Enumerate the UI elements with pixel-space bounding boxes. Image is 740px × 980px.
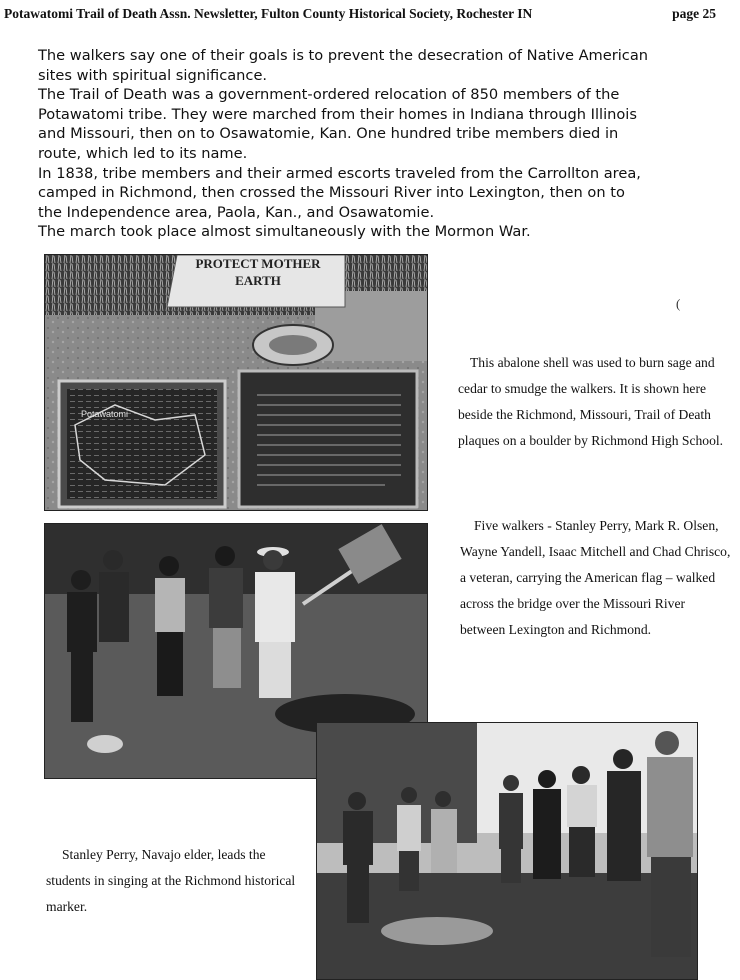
dog: [87, 735, 123, 753]
text-plaque: [239, 371, 417, 507]
singing-photo: [316, 722, 698, 980]
historical-marker: [381, 917, 493, 945]
article-body: [38, 46, 648, 242]
plaque-photo-image: [45, 255, 427, 510]
article-paragraph: The Trail of Death was a government-ordered relocation of 850 members of the Potawatomi tribe. They were marched from their homes in Indiana through Illinois and Missouri, then on to Osawatomie, Kan. One hundred tribe members died in route, which led to its name.: [38, 86, 637, 162]
sign-line-2: EARTH: [235, 273, 281, 288]
walkers-caption: Five walkers - Stanley Perry, Mark R. Olsen, Wayne Yandell, Isaac Mitchell and Chad Chrisco, a veteran, carrying the American flag – walked across the bridge over the Missouri River between Lexington and Richmond.: [460, 518, 731, 637]
singing-caption: Stanley Perry, Navajo elder, leads the students in singing at the Richmond historical marker.: [46, 847, 296, 914]
sign-line-1: PROTECT MOTHER: [195, 256, 321, 271]
article-paragraph: The march took place almost simultaneously with the Mormon War.: [38, 223, 531, 241]
singing-photo-image: [317, 723, 697, 979]
newsletter-header: [4, 6, 736, 24]
article-paragraph: The walkers say one of their goals is to prevent the desecration of Native American sites with spiritual significance.: [38, 47, 649, 84]
map-label: Potawatomi: [81, 409, 129, 419]
plaque-photo: [44, 254, 428, 511]
article-paragraph: In 1838, tribe members and their armed escorts traveled from the Carrollton area, camped in Richmond, then crossed the Missouri River into Lexington, then on to the Independence area, Paola, Kan., and Osawatomie.: [38, 164, 641, 221]
newsletter-title: Potawatomi Trail of Death Assn. Newsletter, Fulton County Historical Society, Rochester IN: [4, 6, 533, 21]
page-number: page 25: [672, 6, 716, 21]
plaque-caption: This abalone shell was used to burn sage and cedar to smudge the walkers. It is shown here beside the Richmond, Missouri, Trail of Death plaques on a boulder by Richmond High School.: [458, 355, 724, 448]
stray-mark: (: [676, 296, 681, 311]
